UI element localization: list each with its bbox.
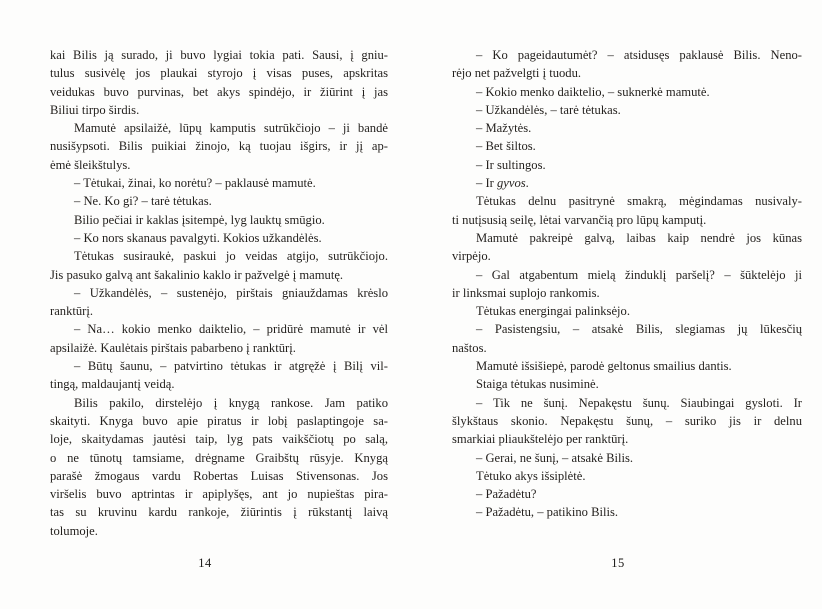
text-line: – Pažadėtu? (476, 487, 537, 502)
text-line: – Būtų šaunu, – patvirtino tėtukas ir atgręžė į Bilį vil- (74, 359, 388, 374)
text-line: Mamutė apsilaižė, lūpų kamputis sutrūkčiojo – ji bandė (74, 121, 388, 136)
text-line: – Tik ne šunį. Nepakęstu šunų. Siaubingai gysloti. Ir (476, 395, 802, 410)
page-number-left: 14 (198, 556, 212, 570)
text-line: Mamutė išsišiepė, parodė geltonus smailius dantis. (476, 359, 732, 374)
text-line: Biliui tirpo širdis. (50, 102, 140, 117)
text-line: tas su kruvinu kardu rankoje, žiūrintis į rūkstantį laivą (50, 505, 388, 520)
page-number-right: 15 (611, 556, 625, 570)
text-line: ranktūrį. (50, 304, 94, 319)
text-line: – Užkandėlės, – sustenėjo, pirštais gniauždamas krėslo (74, 285, 388, 300)
text-line: – Ne. Ko gi? – tarė tėtukas. (74, 194, 212, 209)
text-line: Tėtuko akys išsiplėtė. (476, 468, 586, 483)
text-line: – Gerai, ne šunį, – atsakė Bilis. (476, 450, 634, 465)
text-line: tingą, maldaujantį veidą. (50, 377, 175, 392)
text-line: – Pasistengsiu, – atsakė Bilis, slegiamas jų lūkesčių (476, 322, 802, 337)
text-line: naštos. (452, 340, 487, 355)
text-line: – Mažytės. (476, 121, 532, 136)
text-line: – Tėtukai, žinai, ko norėtu? – paklausė mamutė. (74, 176, 316, 191)
text-line: – Ir gyvos. (476, 176, 529, 191)
page-right-text (452, 46, 802, 522)
text-line: kai Bilis ją surado, ji buvo lygiai tokia pati. Sausi, į gniu- (50, 48, 388, 62)
text-line: – Ir sultingos. (476, 157, 546, 172)
text-line: apsilaižė. Kaulėtais pirštais pabarbeno į ranktūrį. (50, 340, 296, 355)
text-line: Tėtukas susiraukė, paskui jo veidas atgijo, sutrūkčiojo. (74, 249, 388, 264)
page-left-text (50, 46, 388, 540)
text-line: šlykštaus skonio. Nepakęstu šunų, – suriko jis ir delnu (452, 413, 802, 428)
text-line: viršelis buvo aptrintas ir apiplyšęs, ant jo nupieštas pira- (50, 487, 388, 502)
text-line: parašė žmogaus vardu Robertas Luisas Stivensonas. Jos (50, 468, 388, 483)
text-line: rėjo net pažvelgti į tuodu. (452, 66, 582, 81)
text-line: – Užkandėlės, – tarė tėtukas. (476, 102, 621, 117)
text-line: ti nutįsusią seilę, lėtai varvančią pro lūpų kamputį. (452, 212, 707, 227)
text-line: tulus susivėlę jos plaukai styrojo į visas puses, apskritas (50, 66, 388, 81)
text-line: – Ko pageidautumėt? – atsidusęs paklausė Bilis. Neno- (476, 48, 802, 62)
text-line: veidukas buvo purvinas, bet akys spindėjo, ir žiūrint į jas (50, 84, 388, 99)
text-line: – Bet šiltos. (476, 139, 536, 154)
text-line: – Kokio menko daiktelio, – suknerkė mamutė. (476, 84, 710, 99)
text-line: – Pažadėtu, – patikino Bilis. (476, 505, 619, 520)
text-line: – Gal atgabentum mielą žinduklį paršelį? – šūktelėjo ji (476, 267, 802, 282)
text-line: virpėjo. (452, 249, 491, 264)
text-line: ėmė šleikštulys. (50, 157, 131, 172)
text-line: tolumoje. (50, 523, 98, 538)
text-line: Mamutė pakreipė galvą, laibas kaip nendrė jos kūnas (476, 230, 802, 245)
text-line: Bilis pakilo, dirstelėjo į knygą rankose. Jam patiko (74, 395, 388, 410)
text-line: Jis pasuko galvą ant šakalinio kaklo ir pažvelgė į mamutę. (50, 267, 344, 282)
text-line: smarkiai pliaukštelėjo per ranktūrį. (452, 432, 629, 447)
text-line: nusišypsoti. Bilis puikiai žinojo, ką tuojau išgirs, ir jį ap- (50, 139, 388, 154)
text-line: loje, skaitydamas jautėsi taip, lyg pats vaikščiotų po salą, (50, 432, 388, 447)
text-line: – Na… kokio menko daiktelio, – pridūrė mamutė ir vėl (74, 322, 388, 337)
text-line: o ne tūnotų tamsiame, drėgname Graibštų rūsyje. Knygą (50, 450, 388, 465)
text-line: – Ko nors skanaus pavalgyti. Kokios užkandėlės. (74, 230, 322, 245)
text-line: Tėtukas delnu pasitrynė smakrą, mėgindamas nusivaly- (476, 194, 802, 209)
text-line: Tėtukas energingai palinksėjo. (476, 304, 630, 319)
text-line: ir linksmai suplojo rankomis. (452, 285, 600, 300)
text-line: Bilio pečiai ir kaklas įsitempė, lyg lauktų smūgio. (74, 212, 325, 227)
text-line: Staiga tėtukas nusiminė. (476, 377, 599, 392)
text-line: skaityti. Knyga buvo apie piratus ir lobį paslaptingoje sa- (50, 413, 388, 428)
